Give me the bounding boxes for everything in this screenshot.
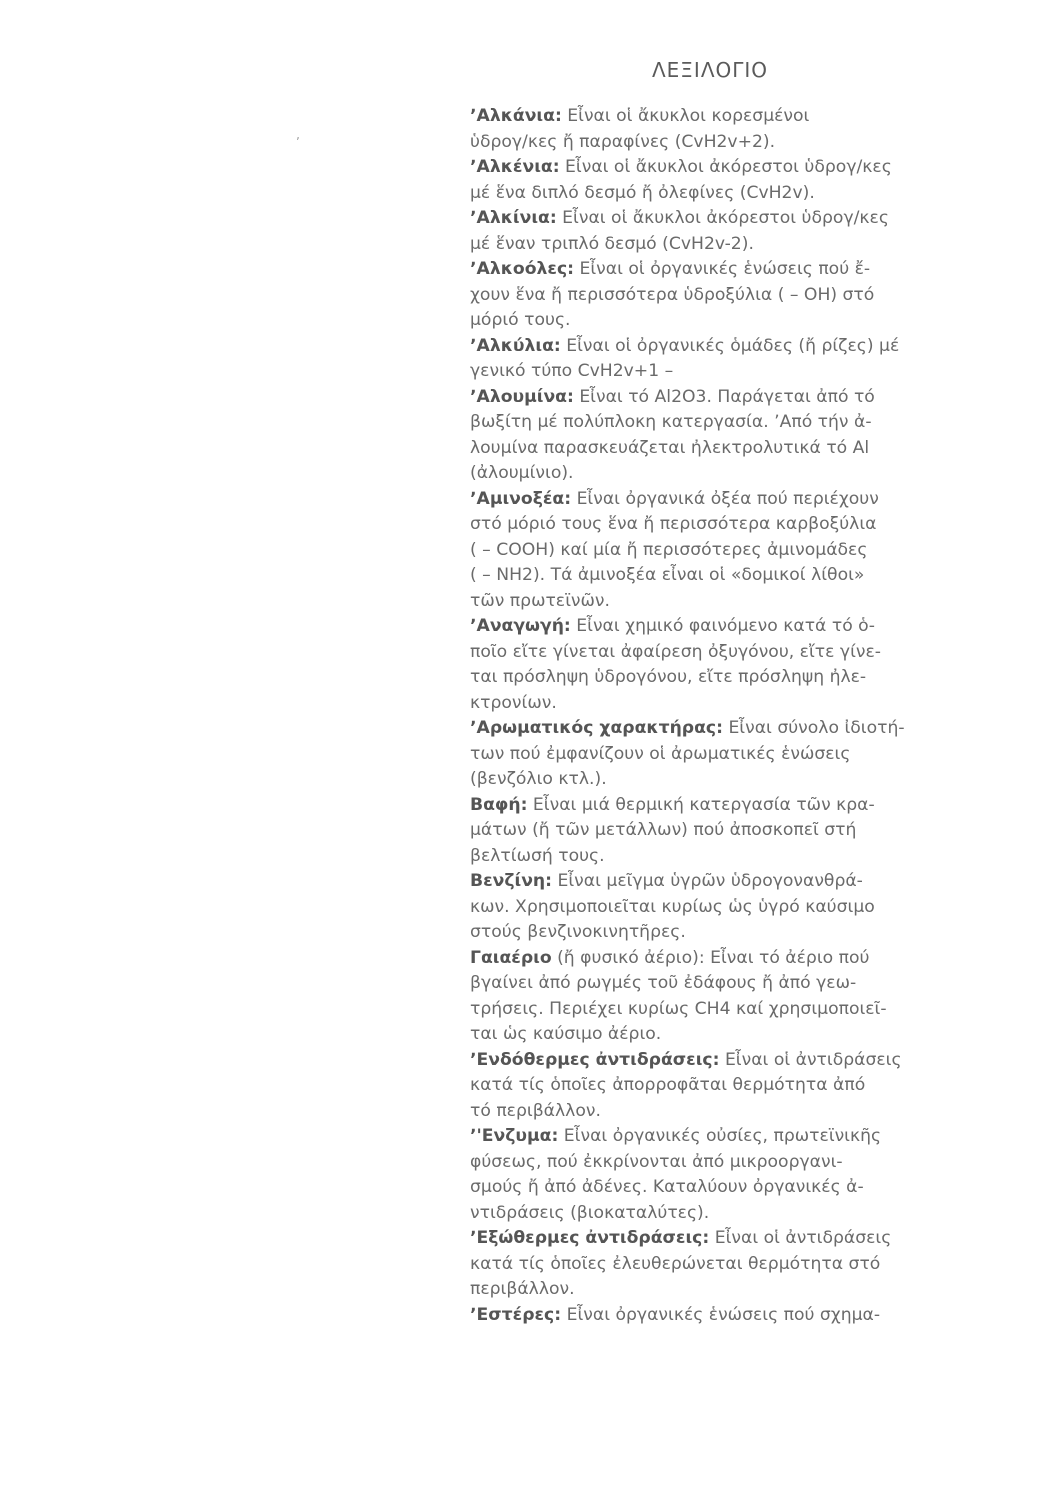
entry-line	[470, 385, 954, 411]
entry-line	[470, 1303, 954, 1329]
entry-line	[470, 997, 954, 1023]
definition-text: στούς βενζινοκινητῆρες.	[470, 922, 686, 942]
definition-text: τῶν πρωτεϊνῶν.	[470, 590, 610, 611]
glossary-entry	[470, 104, 954, 155]
glossary-term: ʼΑλκοόλες:	[470, 259, 575, 279]
glossary-entry	[470, 487, 954, 615]
entry-line	[470, 206, 954, 232]
definition-text: μέ ἕνα διπλό δεσμό ἤ ὀλεφίνες (CvH2v).	[470, 182, 815, 203]
glossary-term: Γαιαέριο	[470, 947, 552, 968]
entry-line	[470, 130, 954, 156]
definition-text: χουν ἕνα ἤ περισσότερα ὑδροξύλια ( – OH) στό	[470, 284, 875, 305]
entry-line	[470, 563, 954, 589]
entry-line	[470, 691, 954, 717]
definition-text: Εἶναι χημικό φαινόμενο κατά τό ὁ-	[570, 616, 875, 636]
definition-text: Εἶναι ὀργανικά ὀξέα πού περιέχουν	[571, 488, 879, 509]
entry-line	[470, 716, 954, 742]
entry-line	[470, 410, 954, 436]
entry-line	[470, 104, 954, 130]
entry-line	[470, 1048, 954, 1074]
definition-text: ὑδρογ/κες ἤ παραφίνες (CvH2v+2).	[470, 131, 776, 152]
glossary-list	[470, 104, 954, 1328]
glossary-entry	[470, 946, 954, 1048]
definition-text: Εἶναι τό Al2O3. Παράγεται ἀπό τό	[573, 386, 875, 407]
glossary-entry	[470, 206, 954, 257]
definition-text: ντιδράσεις (βιοκαταλύτες).	[470, 1202, 710, 1223]
definition-text: γενικό τύπο CvH2v+1 –	[470, 361, 674, 381]
glossary-term: ʼΑρωματικός χαρακτήρας:	[470, 718, 723, 738]
entry-line	[470, 1226, 954, 1252]
definition-text: Εἶναι μιά θερμική κατεργασία τῶν κρα-	[527, 794, 875, 815]
entry-line	[470, 767, 954, 793]
entry-line	[470, 844, 954, 870]
definition-text: των πού ἐμφανίζουν οἱ ἀρωματικές ἑνώσεις	[470, 743, 851, 764]
definition-text: ( – NH2). Τά ἀμινοξέα εἶναι οἱ «δομικοί λίθοι»	[470, 565, 865, 585]
entry-line	[470, 971, 954, 997]
definition-text: τρήσεις. Περιέχει κυρίως CH4 καί χρησιμοποιεῖ-	[470, 998, 887, 1019]
glossary-term: Βενζίνη:	[470, 871, 553, 891]
entry-line	[470, 1175, 954, 1201]
definition-text: μάτων (ἤ τῶν μετάλλων) πού ἀποσκοπεῖ στή	[470, 820, 857, 840]
definition-text: Εἶναι ὀργανικές οὐσίες, πρωτεϊνικῆς	[558, 1126, 882, 1146]
definition-text: Εἶναι μεῖγμα ὑγρῶν ὑδρογονανθρά-	[552, 871, 863, 891]
entry-line	[470, 1099, 954, 1125]
entry-line	[470, 359, 954, 385]
stray-ink-mark: ʼ	[296, 135, 300, 149]
entry-line	[470, 155, 954, 181]
entry-line	[470, 665, 954, 691]
entry-line	[470, 1073, 954, 1099]
glossary-term: ʼΑλκίνια:	[470, 208, 557, 228]
definition-text: κων. Χρησιμοποιεῖται κυρίως ὡς ὑγρό καύσιμο	[470, 896, 875, 917]
entry-line	[470, 257, 954, 283]
definition-text: βελτίωσή τους.	[470, 845, 605, 866]
glossary-term: ʼΑναγωγή:	[470, 616, 571, 636]
definition-text: ται πρόσληψη ὑδρογόνου, εἴτε πρόσληψη ἠλε-	[470, 667, 867, 687]
glossary-entry	[470, 334, 954, 385]
entry-line	[470, 1022, 954, 1048]
entry-line	[470, 793, 954, 819]
entry-line	[470, 742, 954, 768]
entry-line	[470, 436, 954, 462]
entry-line	[470, 1277, 954, 1303]
entry-line	[470, 614, 954, 640]
definition-text: (βενζόλιο κτλ.).	[470, 769, 607, 789]
entry-line	[470, 640, 954, 666]
glossary-term: ʼΕστέρες:	[470, 1304, 562, 1325]
entry-line	[470, 1252, 954, 1278]
entry-line	[470, 181, 954, 207]
definition-text: Εἶναι οἱ ἀντιδράσεις	[719, 1049, 902, 1070]
glossary-entry	[470, 1048, 954, 1125]
entry-line	[470, 818, 954, 844]
entry-line	[470, 869, 954, 895]
definition-text: Εἶναι οἱ ὀργανικές ὁμάδες (ἤ ρίζες) μέ	[560, 335, 900, 356]
glossary-entry	[470, 155, 954, 206]
entry-line	[470, 920, 954, 946]
definition-text: Εἶναι οἱ ἀντιδράσεις	[709, 1228, 892, 1248]
glossary-term: ʼΕξώθερμες ἀντιδράσεις:	[470, 1228, 710, 1248]
glossary-entry	[470, 257, 954, 334]
definition-text: μόριό τους.	[470, 310, 571, 330]
entry-line	[470, 1150, 954, 1176]
glossary-entry	[470, 716, 954, 793]
glossary-entry	[470, 1303, 954, 1329]
glossary-term: ʼΑμινοξέα:	[470, 488, 572, 509]
definition-text: Εἶναι οἱ ὀργανικές ἑνώσεις πού ἔ-	[574, 259, 871, 279]
page-title: ΛΕΞΙΛΟΓΙΟ	[651, 58, 769, 82]
definition-text: κατά τίς ὁποῖες ἐλευθερώνεται θερμότητα στό	[470, 1253, 881, 1274]
glossary-entry	[470, 614, 954, 716]
definition-text: φύσεως, πού ἐκκρίνονται ἀπό μικροοργανι-	[470, 1151, 843, 1172]
definition-text: λουμίνα παρασκευάζεται ἠλεκτρολυτικά τό Al	[470, 437, 870, 458]
entry-line	[470, 232, 954, 258]
definition-text: ποῖο εἴτε γίνεται ἀφαίρεση ὀξυγόνου, εἴτε γίνε-	[470, 641, 881, 662]
definition-text: βωξίτη μέ πολύπλοκη κατεργασία. ʼΑπό τήν ἀ-	[470, 412, 872, 432]
glossary-term: ʼΑλουμίνα:	[470, 386, 574, 407]
glossary-entry	[470, 385, 954, 487]
glossary-term: ʼΑλκύλια:	[470, 335, 561, 356]
definition-text: κτρονίων.	[470, 692, 557, 713]
definition-text: σμούς ἤ ἀπό ἀδένες. Καταλύουν ὀργανικές ἀ-	[470, 1177, 864, 1197]
glossary-term: Βαφή:	[470, 794, 528, 815]
glossary-term: ʼ'Ενζυμα:	[470, 1126, 559, 1146]
entry-line	[470, 1201, 954, 1227]
definition-text: Εἶναι ὀργανικές ἑνώσεις πού σχημα-	[561, 1304, 881, 1325]
entry-line	[470, 487, 954, 513]
definition-text: ( – COOH) καί μία ἤ περισσότερες ἀμινομάδες	[470, 539, 868, 560]
entry-line	[470, 538, 954, 564]
entry-line	[470, 895, 954, 921]
glossary-entry	[470, 1124, 954, 1226]
entry-line	[470, 946, 954, 972]
definition-text: Εἶναι οἱ ἄκυκλοι ἀκόρεστοι ὑδρογ/κες	[559, 157, 892, 177]
definition-text: τό περιβάλλον.	[470, 1100, 601, 1121]
definition-text: μέ ἕναν τριπλό δεσμό (CvH2v-2).	[470, 233, 754, 254]
glossary-term: ʼΑλκένια:	[470, 157, 560, 177]
definition-text: Εἶναι σύνολο ἰδιοτή-	[722, 718, 905, 738]
glossary-entry	[470, 869, 954, 946]
definition-text: (ἤ φυσικό ἀέριο): Εἶναι τό ἀέριο πού	[551, 947, 870, 968]
entry-line	[470, 334, 954, 360]
entry-line	[470, 283, 954, 309]
definition-text: (ἀλουμίνιο).	[470, 463, 574, 483]
definition-text: περιβάλλον.	[470, 1279, 575, 1299]
entry-line	[470, 308, 954, 334]
definition-text: στό μόριό τους ἕνα ἤ περισσότερα καρβοξύλια	[470, 514, 877, 534]
glossary-entry	[470, 793, 954, 870]
definition-text: Εἶναι οἱ ἄκυκλοι κορεσμένοι	[561, 106, 810, 126]
entry-line	[470, 512, 954, 538]
definition-text: Εἶναι οἱ ἄκυκλοι ἀκόρεστοι ὑδρογ/κες	[556, 208, 889, 228]
entry-line	[470, 589, 954, 615]
glossary-term: ʼΑλκάνια:	[470, 106, 562, 126]
glossary-term: ʼΕνδόθερμες ἀντιδράσεις:	[470, 1049, 720, 1070]
entry-line	[470, 461, 954, 487]
entry-line	[470, 1124, 954, 1150]
definition-text: βγαίνει ἀπό ρωγμές τοῦ ἐδάφους ἤ ἀπό γεω-	[470, 973, 857, 993]
definition-text: κατά τίς ὁποῖες ἀπορροφᾶται θερμότητα ἀπό	[470, 1075, 866, 1095]
glossary-entry	[470, 1226, 954, 1303]
definition-text: ται ὡς καύσιμο ἀέριο.	[470, 1024, 662, 1044]
